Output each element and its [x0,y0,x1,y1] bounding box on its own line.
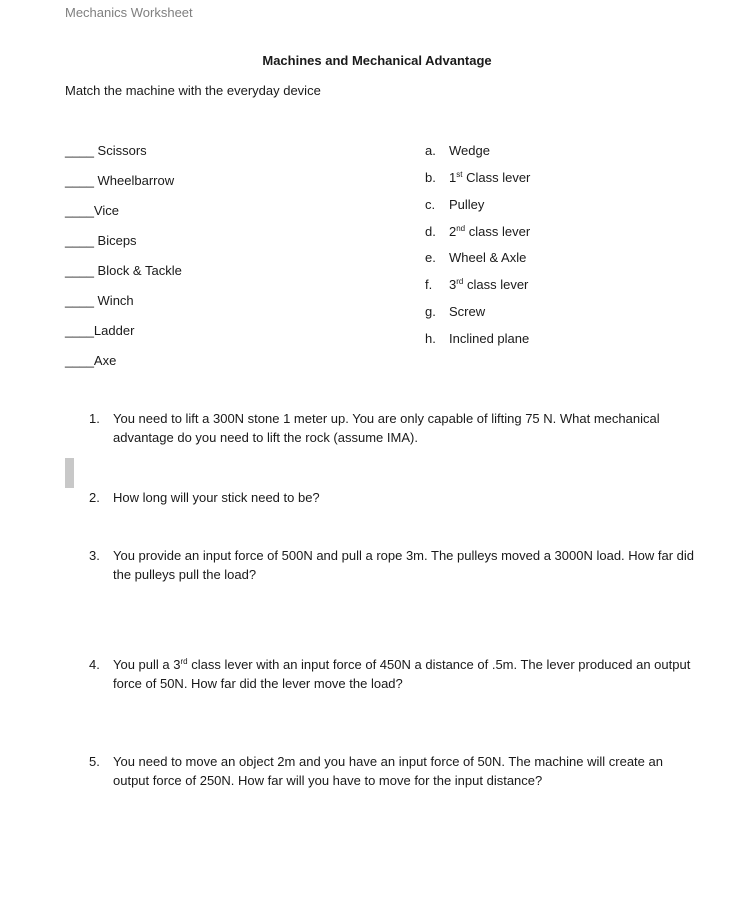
device-label: Winch [93,293,134,308]
answer-blank: ____ [65,143,94,158]
question-text: You pull a 3rd class lever with an input force of 450N a distance of .5m. The lever produced an output force of 50N. How far did the lever move the load? [113,657,691,691]
machine-letter: a. [425,143,436,158]
answer-blank: ____ [65,263,94,278]
cursor-marker [65,458,74,488]
document-header: Mechanics Worksheet [65,5,193,20]
machine-letter: b. [425,170,436,185]
question-text: You need to lift a 300N stone 1 meter up. You are only capable of lifting 75 N. What mechanical advantage do you need to lift the rock (assume IMA). [113,411,660,445]
machine-label: Wheel & Axle [449,250,527,265]
device-label: Ladder [93,323,135,338]
machine-item [425,143,490,159]
device-item [65,263,182,279]
device-item [65,173,174,189]
question-text: You need to move an object 2m and you have an input force of 50N. The machine will create an output force of 250N. How far will you have to move for the input distance? [113,754,663,788]
device-item [65,233,137,249]
answer-blank: ____ [65,293,94,308]
machine-label: 1st Class lever [449,170,531,185]
machine-item [425,277,528,293]
question-text: How long will your stick need to be? [113,490,320,505]
machine-label: Screw [449,304,486,319]
device-label: Scissors [93,143,147,158]
answer-blank: ____ [65,353,94,368]
device-label: Biceps [93,233,137,248]
machine-label: 2nd class lever [449,224,531,239]
device-item [65,203,119,219]
answer-blank: ____ [65,233,94,248]
question-number: 4. [89,657,100,672]
question-number: 3. [89,548,100,563]
machine-label: 3rd class lever [449,277,529,292]
machine-label: Inclined plane [449,331,530,346]
machine-letter: f. [425,277,433,292]
question-number: 2. [89,490,100,505]
machine-item [425,197,484,213]
machine-item [425,304,485,320]
device-item [65,293,134,309]
machine-item [425,224,530,240]
answer-blank: ____ [65,323,94,338]
machine-item [425,170,530,186]
answer-blank: ____ [65,203,94,218]
machine-item [425,331,529,347]
machine-letter: g. [425,304,436,319]
device-label: Axe [93,353,117,368]
worksheet-instructions: Match the machine with the everyday device [65,83,321,98]
question-text: You provide an input force of 500N and pull a rope 3m. The pulleys moved a 3000N load. How far did the pulleys pull the load? [113,548,695,582]
machine-item [425,250,526,266]
question-number: 1. [89,411,100,426]
device-item [65,143,147,159]
device-item [65,323,134,339]
device-label: Block & Tackle [93,263,182,278]
machine-letter: c. [425,197,436,212]
device-label: Wheelbarrow [93,173,175,188]
worksheet-title: Machines and Mechanical Advantage [262,53,492,68]
machine-letter: d. [425,224,436,239]
machine-label: Wedge [449,143,490,158]
machine-letter: e. [425,250,436,265]
device-item [65,353,116,369]
machine-letter: h. [425,331,436,346]
device-label: Vice [93,203,119,218]
question-number: 5. [89,754,100,769]
machine-label: Pulley [449,197,485,212]
answer-blank: ____ [65,173,94,188]
